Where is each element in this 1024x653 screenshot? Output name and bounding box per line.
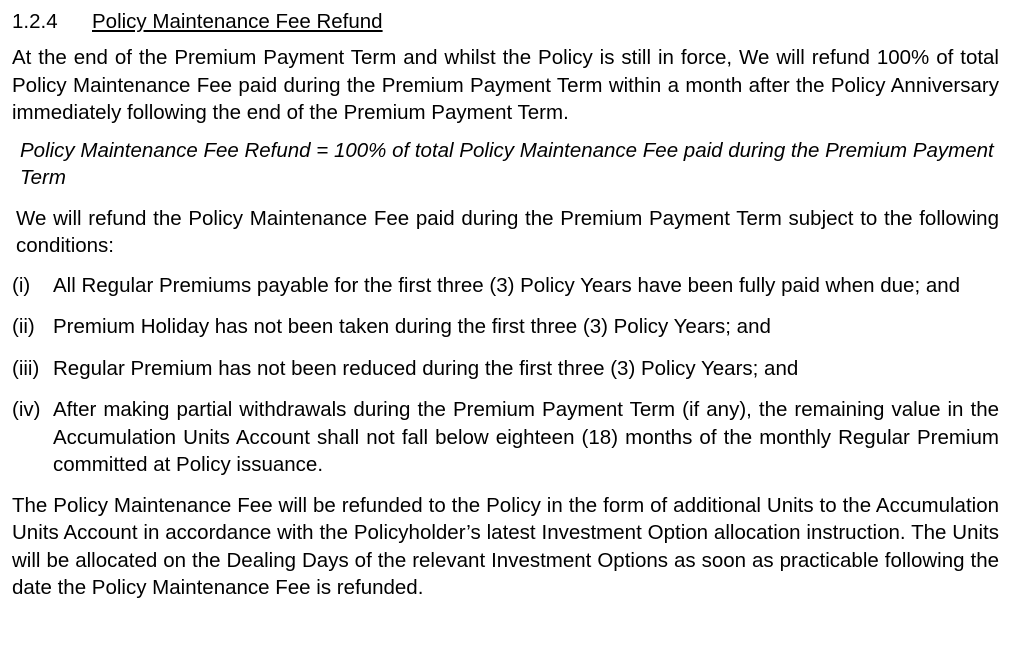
condition-text: After making partial withdrawals during the Premium Payment Term (if any), the remaining value in the Accumulation Units Account shall not fall below eighteen (18) months of the monthly Regular Premium committed at Policy issuance. [53,398,999,476]
section-number: 1.2.4 [12,10,58,33]
condition-marker: (iv) [12,398,41,421]
condition-item-4 [12,396,999,479]
condition-item-2 [12,313,999,341]
conditions-intro-paragraph: We will refund the Policy Maintenance Fee paid during the Premium Payment Term subject to the following conditions: [16,206,999,257]
condition-marker: (iii) [12,356,40,380]
condition-item-1 [12,272,999,300]
condition-text: Regular Premium has not been reduced during the first three (3) Policy Years; and [53,356,799,380]
section-title: Policy Maintenance Fee Refund [92,10,383,33]
condition-marker: (i) [12,273,31,297]
condition-text: Premium Holiday has not been taken during the first three (3) Policy Years; and [53,315,771,338]
closing-paragraph: The Policy Maintenance Fee will be refunded to the Policy in the form of additional Units to the Accumulation Units Account in accordance with the Policyholder’s latest Investment Option allocation instruction. The Units will be allocated on the Dealing Days of the relevant Investment Options as soon as practicable following the date the Policy Maintenance Fee is refunded. [12,493,999,599]
formula-paragraph: Policy Maintenance Fee Refund = 100% of total Policy Maintenance Fee paid during the Premium Payment Term [20,138,994,189]
condition-marker: (ii) [12,315,35,338]
condition-item-3 [12,355,999,383]
condition-text: All Regular Premiums payable for the first three (3) Policy Years have been fully paid when due; and [53,273,961,297]
intro-paragraph: At the end of the Premium Payment Term and whilst the Policy is still in force, We will refund 100% of total Policy Maintenance Fee paid during the Premium Payment Term within a month after the Policy Anniversary immediately following the end of the Premium Payment Term. [12,46,999,124]
section-heading [12,8,999,38]
document-page [12,8,999,602]
